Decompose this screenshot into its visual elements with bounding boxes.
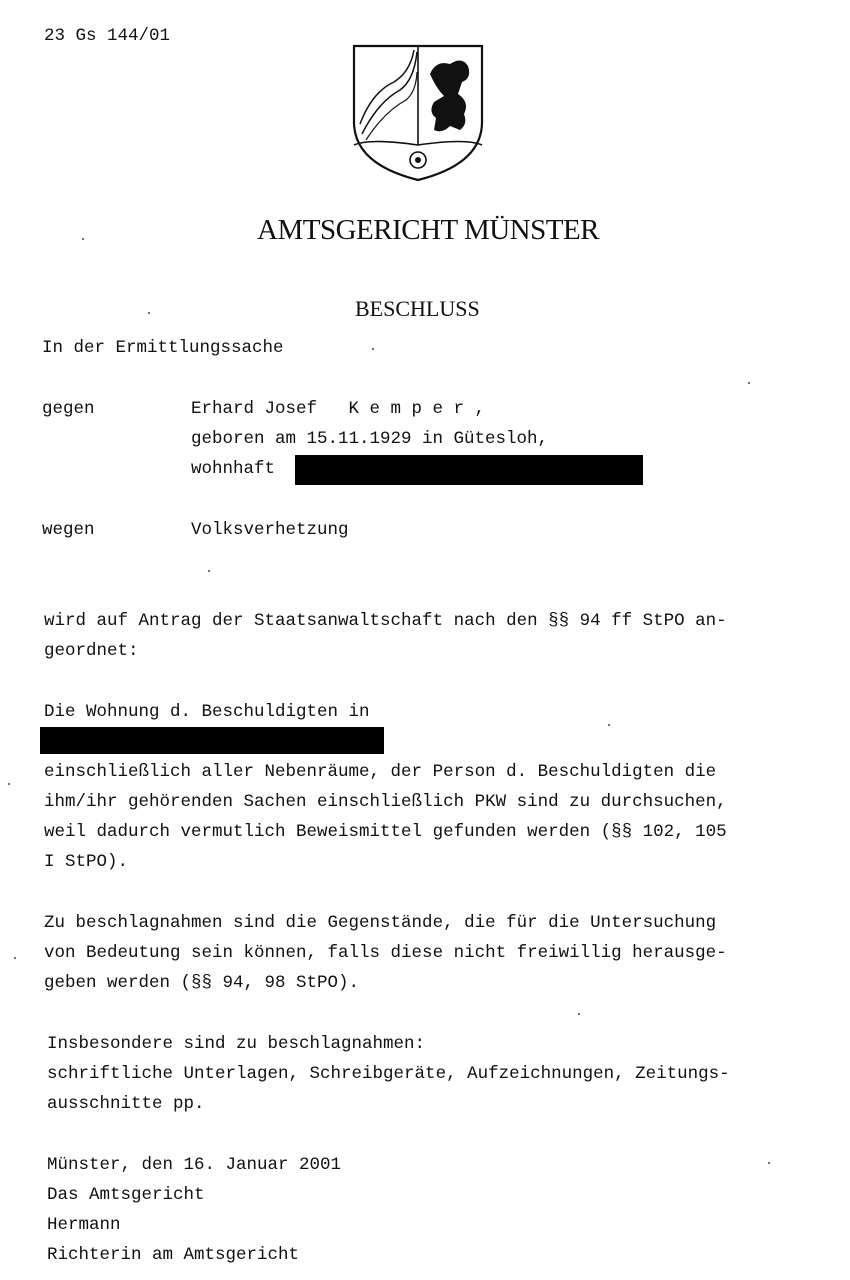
specific-line-3: ausschnitte pp. xyxy=(47,1094,205,1114)
redaction-address xyxy=(295,455,643,485)
closing-place-date: Münster, den 16. Januar 2001 xyxy=(47,1155,342,1175)
offense: Volksverhetzung xyxy=(191,520,349,540)
closing-court: Das Amtsgericht xyxy=(47,1185,205,1205)
coat-of-arms-emblem xyxy=(350,42,486,184)
search-intro: Die Wohnung d. Beschuldigten in xyxy=(44,702,370,722)
scan-speck xyxy=(748,382,750,384)
seizure-line-3: geben werden (§§ 94, 98 StPO). xyxy=(44,973,360,993)
file-number: 23 Gs 144/01 xyxy=(44,26,171,46)
scan-speck xyxy=(14,957,16,959)
specific-line-2: schriftliche Unterlagen, Schreibgeräte, Aufzeichnungen, Zeitungs- xyxy=(47,1064,730,1084)
seizure-line-1: Zu beschlagnahmen sind die Gegenstände, die für die Untersuchung xyxy=(44,913,717,933)
scan-speck xyxy=(208,570,210,572)
court-name: AMTSGERICHT MÜNSTER xyxy=(257,214,600,246)
scan-speck xyxy=(8,783,10,785)
order-line-2: geordnet: xyxy=(44,641,139,661)
scan-speck xyxy=(578,1013,580,1015)
judge-name: Hermann xyxy=(47,1215,121,1235)
accused-birth: geboren am 15.11.1929 in Gütesloh, xyxy=(191,429,549,449)
order-line-1: wird auf Antrag der Staatsanwaltschaft nach den §§ 94 ff StPO an- xyxy=(44,611,727,631)
scan-speck xyxy=(148,312,150,314)
search-line-4: I StPO). xyxy=(44,852,129,872)
search-line-3: weil dadurch vermutlich Beweismittel gefunden werden (§§ 102, 105 xyxy=(44,822,727,842)
redaction-search-address xyxy=(40,727,384,754)
judge-title: Richterin am Amtsgericht xyxy=(47,1245,300,1265)
scan-speck xyxy=(608,724,610,726)
specific-line-1: Insbesondere sind zu beschlagnahmen: xyxy=(47,1034,426,1054)
wegen-label: wegen xyxy=(42,520,95,540)
intro-line: In der Ermittlungssache xyxy=(42,338,284,358)
search-line-2: ihm/ihr gehörenden Sachen einschließlich PKW sind zu durchsuchen, xyxy=(44,792,727,812)
scan-speck xyxy=(372,348,374,350)
seizure-line-2: von Bedeutung sein können, falls diese nicht freiwillig herausge- xyxy=(44,943,727,963)
search-line-1: einschließlich aller Nebenräume, der Person d. Beschuldigten die xyxy=(44,762,717,782)
gegen-label: gegen xyxy=(42,399,95,419)
accused-name: Erhard Josef K e m p e r , xyxy=(191,399,486,419)
residence-label: wohnhaft xyxy=(191,459,276,479)
scan-speck xyxy=(82,238,84,240)
scan-speck xyxy=(768,1162,770,1164)
document-title: BESCHLUSS xyxy=(355,296,480,321)
